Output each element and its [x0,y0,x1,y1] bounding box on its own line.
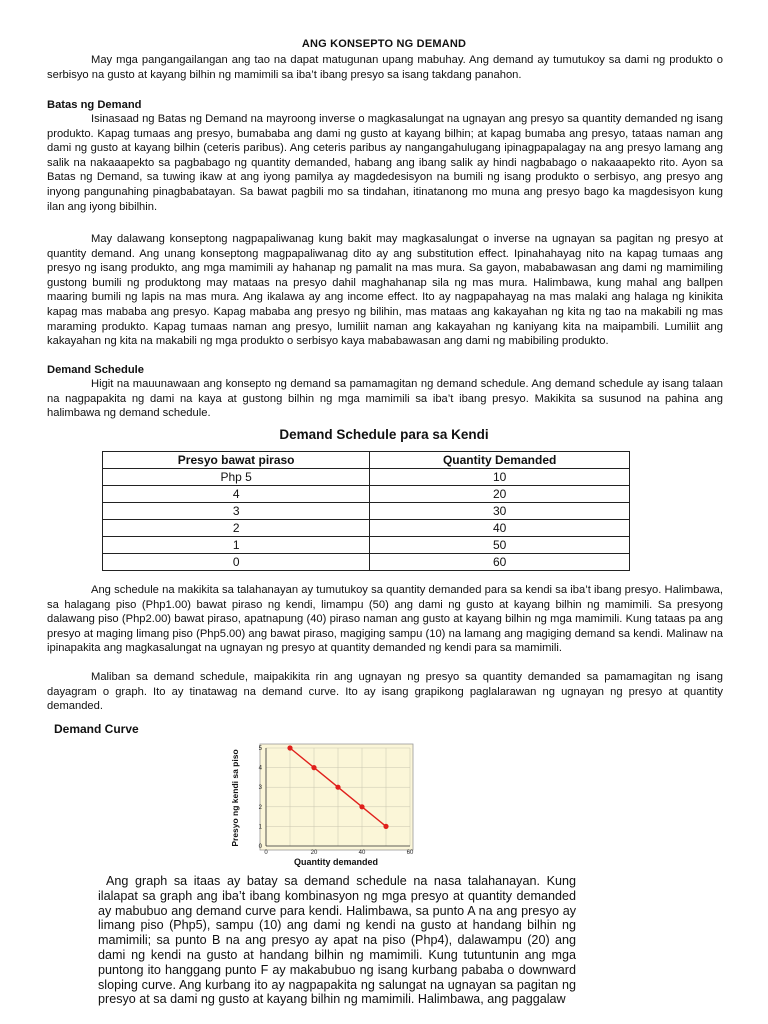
data-point [335,785,340,790]
y-tick-label: 0 [258,844,262,850]
batas-text-1: Isinasaad ng Batas ng Demand na mayroong inverse o magkasalungat na ugnayan ang presyo sa quantity demanded ng isang produkto. Kapag tumaas ang presyo, bumababa ang dami ng gusto at kayang bilhin; at kapag bumaba ang presyo, tataas naman ang dami ng gusto at kayang bilhin (ceteris paribus). Ang ceteris paribus ay nangangahulugang ipinagpapalagay na ang presyo lamang ang salik na nakaaapekto sa pagbabago ng quantity demanded, habang ang ibang salik ay hindi nagbabago o nakaaapekto rito. Ayon sa Batas ng Demand, sa tuwing ikaw at ang iyong pamilya ay magdedesisyon na bumili ng isang produkto o serbisyo, ang presyo ang inyong pangunahing pinagbabatayan. Sa bawat pagbili mo sa tindahan, itinatanong mo muna ang presyo bago ka magdesisyon kung ilan ang iyong bibilhin. [47,113,723,213]
batas-paragraph-1 [47,112,723,214]
table-cell-quantity: 30 [370,503,630,520]
section-heading-schedule: Demand Schedule [47,364,144,376]
table-row [103,503,630,520]
table-row [103,554,630,571]
section-heading-batas: Batas ng Demand [47,99,142,111]
schedule-text-1: Higit na mauunawaan ang konsepto ng demand sa pamamagitan ng demand schedule. Ang demand schedule ay isang talaan na nagpapakita ng dami na kaya at gustong bilhin ng mga mamimili sa iba’t ibang presyo. Makikita sa susunod na pahina ang halimbawa ng demand schedule. [47,378,723,420]
x-tick-label: 60 [406,850,414,856]
final-paragraph [98,874,576,1007]
table-row [103,537,630,554]
table-cell-price: 4 [103,486,370,503]
batas-paragraph-2 [47,232,723,349]
intro-paragraph [47,53,723,82]
demand-curve-label: Demand Curve [54,722,139,736]
schedule-paragraph-1 [47,377,723,421]
document-title: ANG KONSEPTO NG DEMAND [301,38,467,50]
chart-frame [260,744,413,850]
schedule-paragraph-3 [47,670,723,714]
data-point [287,745,292,750]
y-axis-label: Presyo ng kendi sa piso [230,749,240,847]
table-cell-price: 2 [103,520,370,537]
table-row [103,486,630,503]
table-row [103,469,630,486]
table-cell-price: 3 [103,503,370,520]
schedule-text-2: Ang schedule na makikita sa talahanayan ay tumutukoy sa quantity demanded para sa kendi sa iba’t ibang presyo. Halimbawa, sa halagang piso (Php1.00) bawat piraso ng kendi, limampu (50) ang dami ng gusto at kayang bilhin ng mamimili. Sa presyong dalawang piso (Php2.00) bawat piraso, apatnapung (40) piraso naman ang gusto at kayang bilhin ng mga mamimili. Kung tataas pa ang presyo at maging limang piso (Php5.00) ang bawat piraso, magiging sampu (10) na lamang ang magiging demand sa kendi. Malinaw na ipinapakita ang magkasalungat na ugnayan ng presyo at quantity demanded ng kendi para sa mamimili. [47,584,723,655]
table-cell-price: 0 [103,554,370,571]
table-cell-quantity: 60 [370,554,630,571]
table-cell-quantity: 20 [370,486,630,503]
y-tick-label: 2 [258,804,262,811]
table-cell-price: 1 [103,537,370,554]
data-point [383,824,388,829]
table-row [103,520,630,537]
table-cell-quantity: 10 [370,469,630,486]
table-header-quantity: Quantity Demanded [370,452,630,469]
table-cell-quantity: 50 [370,537,630,554]
table-header-price: Presyo bawat piraso [103,452,370,469]
y-tick-label: 3 [258,785,262,792]
data-point [359,804,364,809]
schedule-text-3: Maliban sa demand schedule, maipakikita rin ang ugnayan ng presyo sa quantity demanded sa pamamagitan ng isang dayagram o graph. Ito ay tinatawag na demand curve. Ito ay isang grapikong paglalarawan ng ugnayan ng presyo at quantity demanded. [47,671,723,713]
demand-schedule-table [102,451,630,571]
x-tick-label: 20 [310,850,318,856]
x-tick-label: 40 [358,850,366,856]
x-tick-label: 0 [264,850,268,856]
demand-curve-chart [226,738,416,870]
table-cell-price: Php 5 [103,469,370,486]
x-axis-label: Quantity demanded [293,857,379,867]
y-tick-label: 4 [258,765,262,772]
y-tick-label: 1 [258,824,262,831]
schedule-paragraph-2 [47,583,723,656]
data-point [311,765,316,770]
batas-text-2: May dalawang konseptong nagpapaliwanag kung bakit may magkasalungat o inverse na ugnayan sa pagitan ng presyo at quantity demand. Ang unang konseptong magpapaliwanag dito ay ang substitution effect. Ipinahahayag nito na kapag tumaas ang presyo ng isang produkto, ang mga mamimili ay hahanap ng pamalit na mas mura. Sa gayon, mababawasan ang dami ng mamimiling gustong bumili ng produktong may mataas na presyo dahil maghahanap sila ng mas mura. Halimbawa, kung mahal ang ballpen maaring bumili ng lapis na mas mura. Ang ikalawa ay ang income effect. Ito ay nagpapahayag na mas malaki ang halaga ng kinikita kapag mas mababa ang presyo. Kapag mababa ang presyo ng bilihin, mas mataas ang kakayahan ng kita ng tao na makabili ng mas maraming produkto. Kapag tumaas naman ang presyo, lumiliit naman ang kakayahan ng kaniyang kita na maipambili. Lumiliit ang kakayahan ng kita na makabili ng mga produkto o serbisyo kaya mababawasan ang dami ng mabibiling produkto. [47,233,723,348]
table-header-row [103,452,630,469]
intro-text: May mga pangangailangan ang tao na dapat matugunan upang mabuhay. Ang demand ay tumutukoy sa dami ng produkto o serbisyo na gusto at kayang bilhin ng mamimili sa iba’t ibang presyo sa isang takdang panahon. [47,54,723,81]
table-title: Demand Schedule para sa Kendi [279,427,489,442]
y-tick-label: 5 [258,746,262,752]
table-cell-quantity: 40 [370,520,630,537]
final-text: Ang graph sa itaas ay batay sa demand schedule na nasa talahanayan. Kung ilalapat sa graph ang iba’t ibang kombinasyon ng mga presyo at quantity demanded ay mabubuo ang demand curve para kendi. Halimbawa, sa punto A na ang presyo ay limang piso (Php5), sampu (10) ang dami ng kendi na gusto at handang bilhin ng mamimili; sa punto B na ang presyo ay apat na piso (Php4), dalawampu (20) ang dami ng kendi na gusto at handang bilhin ng mamimili. Kung tutuntunin ang mga puntong ito hanggang punto F ay makabubuo ng isang kurbang pababa o downward sloping curve. Ang kurbang ito ay nagpapakita ng salungat na ugnayan sa pagitan ng presyo at sa dami ng gusto at kayang bilhin ng mamimili. Halimbawa, ang paggalaw [98,874,576,1007]
